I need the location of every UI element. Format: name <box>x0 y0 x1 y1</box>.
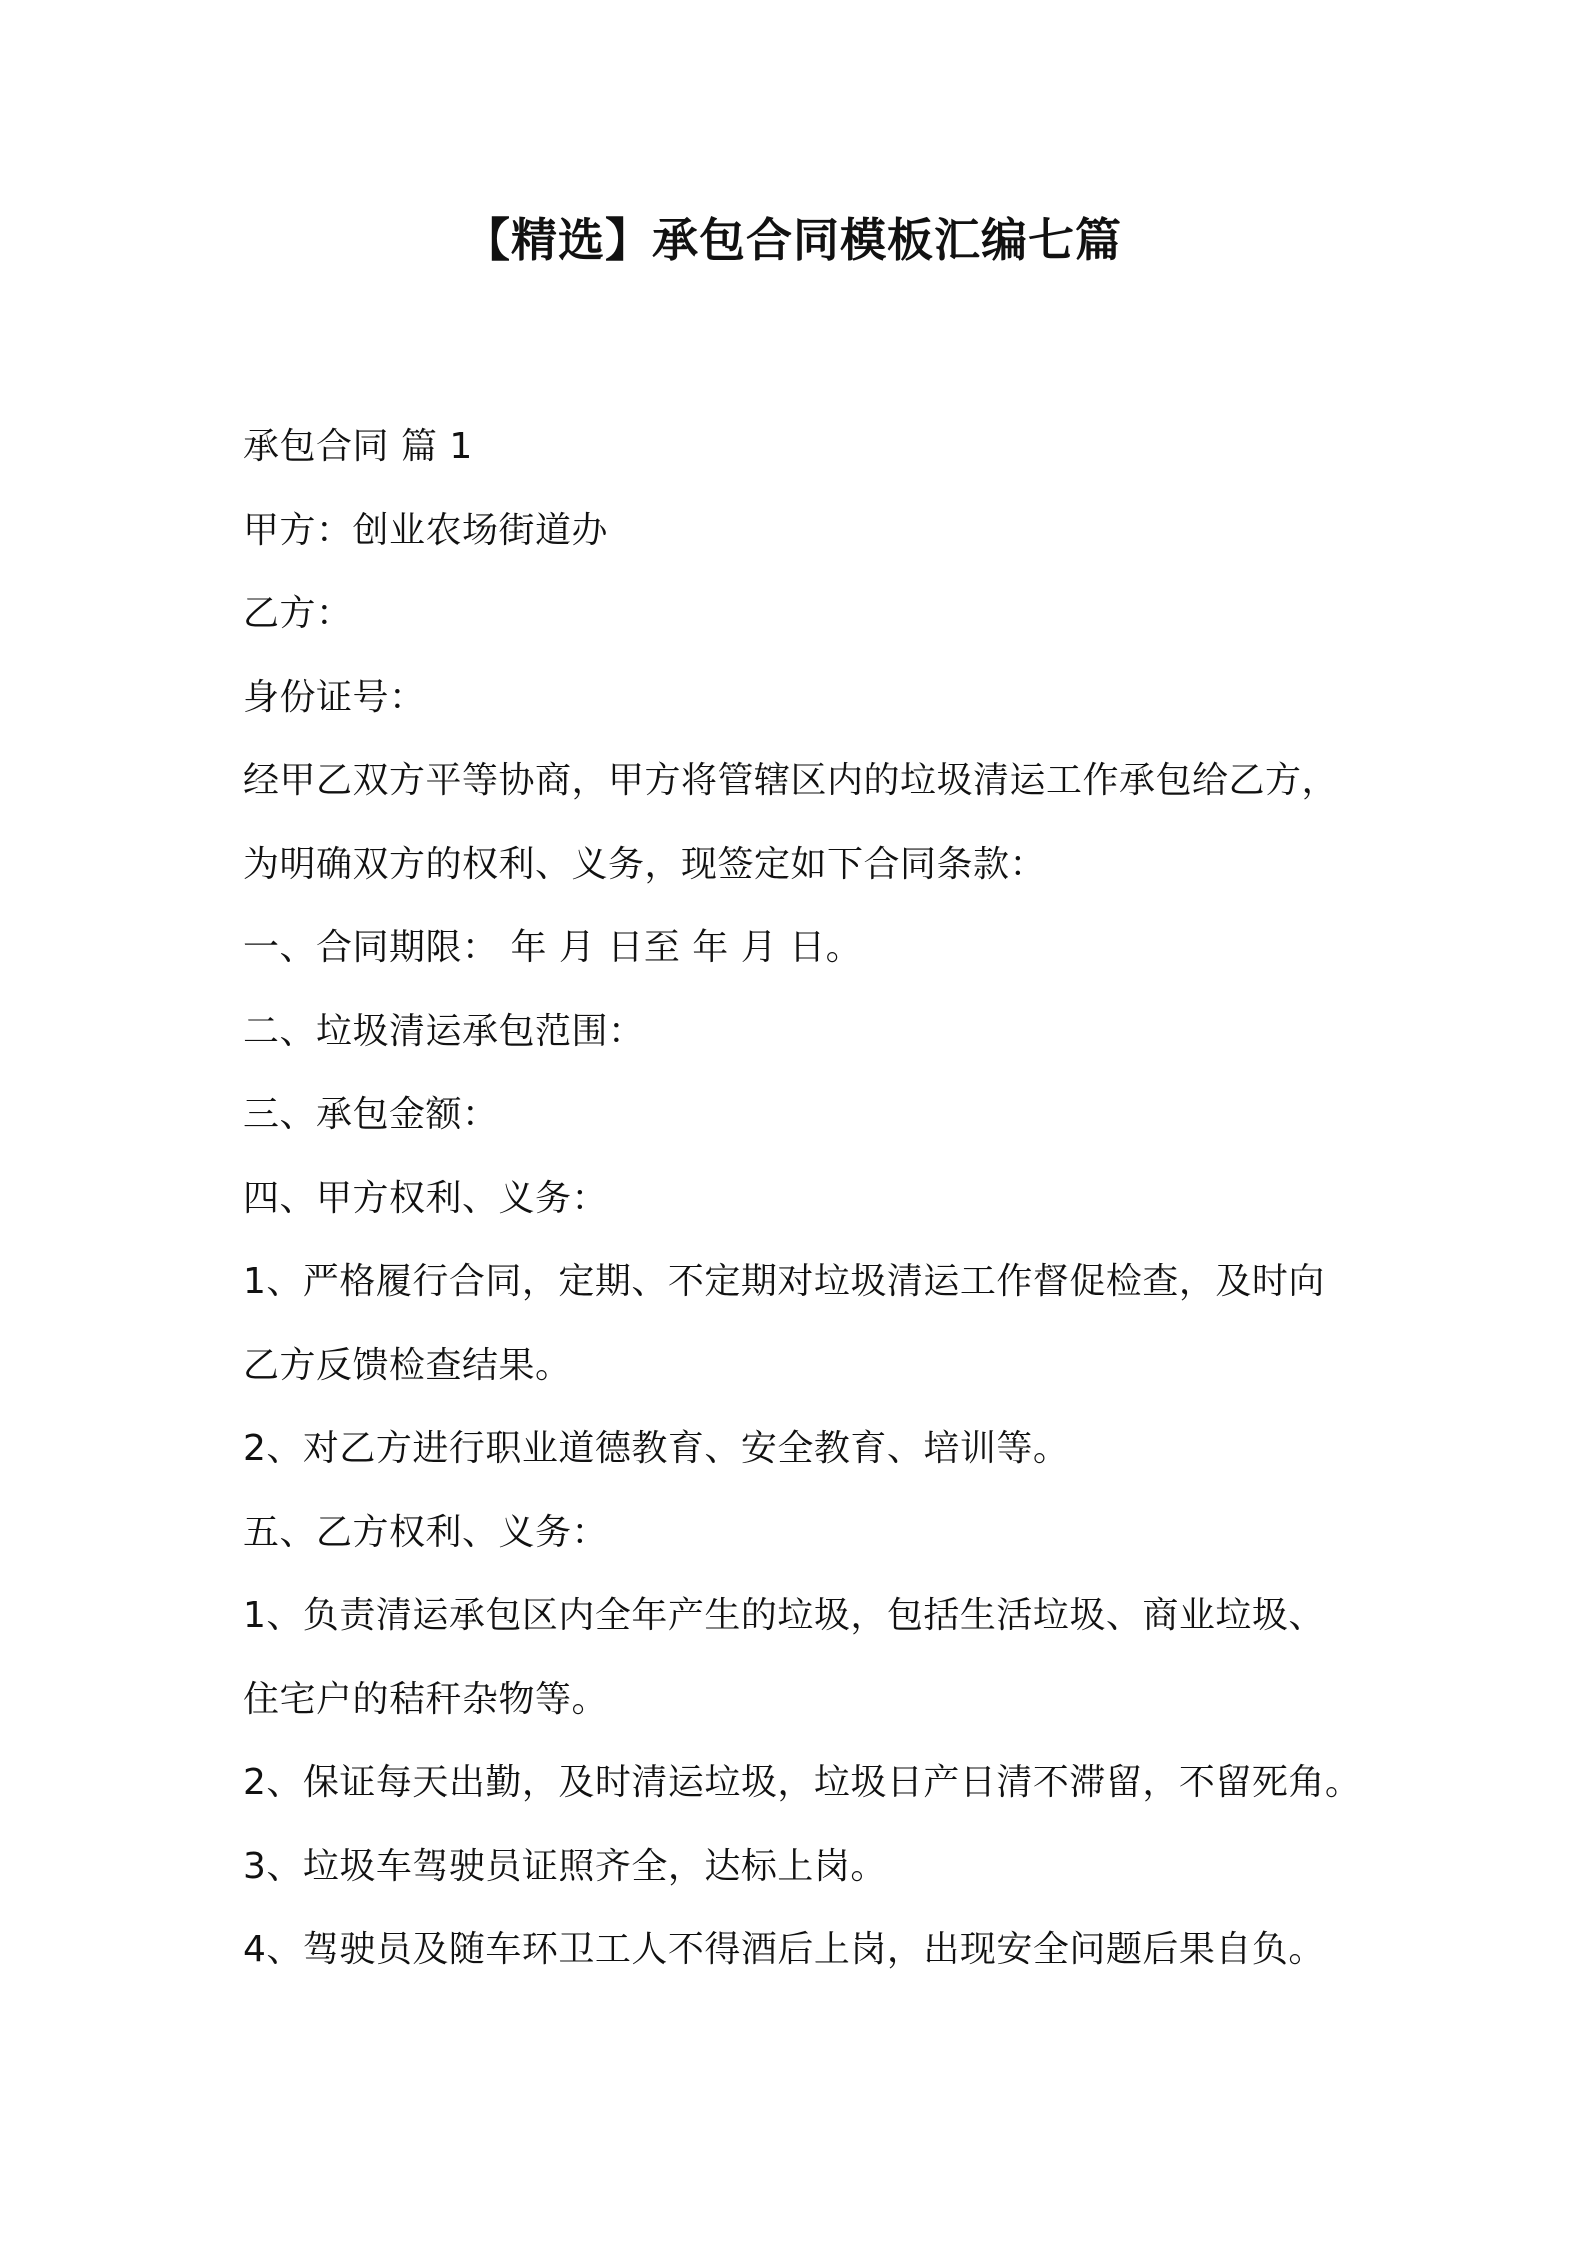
list-item: 3、垃圾车驾驶员证照齐全，达标上岗。 <box>243 1845 887 1887</box>
clause-term: 一、合同期限： 年 月 日至 年 月 日。 <box>243 927 863 968</box>
list-item: 1、严格履行合同，定期、不定期对垃圾清运工作督促检查，及时向 <box>243 1261 1325 1302</box>
list-item: 4、驾驶员及随车环卫工人不得酒后上岗，出现安全问题后果自负。 <box>243 1929 1325 1970</box>
clause-party-b-rights: 五、乙方权利、义务： <box>243 1511 609 1553</box>
paragraph-line: 经甲乙双方平等协商，甲方将管辖区内的垃圾清运工作承包给乙方， <box>243 760 1339 801</box>
list-item: 乙方反馈检查结果。 <box>243 1344 572 1386</box>
clause-amount: 三、承包金额： <box>243 1094 499 1135</box>
document-title: 【精选】承包合同模板汇编七篇 <box>464 213 1122 267</box>
list-item: 1、负责清运承包区内全年产生的垃圾，包括生活垃圾、商业垃圾、 <box>243 1595 1325 1636</box>
document-body <box>243 405 1383 1992</box>
clause-scope: 二、垃圾清运承包范围： <box>243 1010 645 1052</box>
paragraph-line: 为明确双方的权利、义务，现签定如下合同条款： <box>243 843 1047 885</box>
clause-party-a-rights: 四、甲方权利、义务： <box>243 1177 609 1219</box>
list-item: 2、保证每天出勤，及时清运垃圾，垃圾日产日清不滞留，不留死角。 <box>243 1762 1362 1803</box>
list-item: 住宅户的秸秆杂物等。 <box>243 1678 609 1720</box>
id-number-line: 身份证号： <box>243 676 426 718</box>
section-heading: 承包合同 篇 1 <box>243 426 473 467</box>
party-a-line: 甲方：创业农场街道办 <box>243 509 609 551</box>
list-item: 2、对乙方进行职业道德教育、安全教育、培训等。 <box>243 1428 1070 1469</box>
party-b-line: 乙方： <box>243 593 353 634</box>
